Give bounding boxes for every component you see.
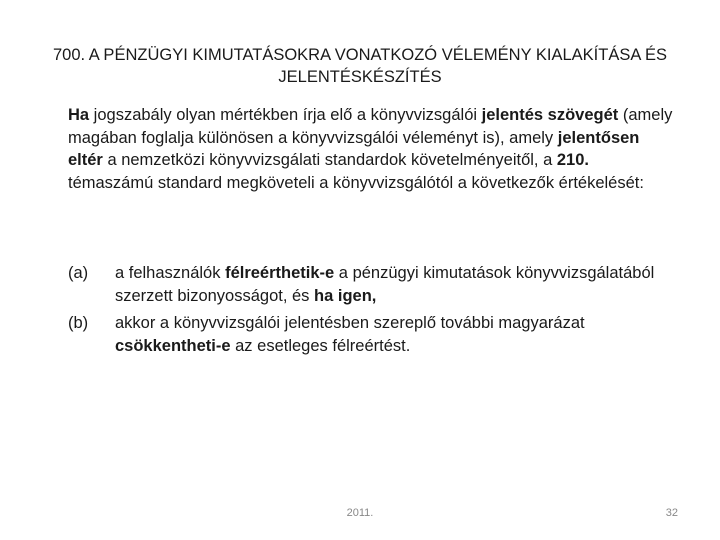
emphasis-text: jelentés szövegét [481, 106, 619, 124]
page-number: 32 [665, 507, 678, 519]
list-item-text [115, 314, 585, 355]
text-run: a pénzügyi kimutatások könyvvizsgálatából szerzett bizonyosságot, és [115, 264, 655, 305]
list-marker: (b) [68, 314, 89, 332]
emphasis-text: ha igen, [314, 286, 377, 305]
text-run: jogszabály olyan mértékben írja elő a könyvvizsgálói [89, 106, 482, 124]
emphasis-text: Ha [68, 106, 90, 124]
list-item [68, 262, 678, 307]
text-run: (amely magában foglalja különösen a könyvvizsgálói véleményt is), amely [68, 106, 673, 147]
emphasis-text: csökkentheti-e [115, 336, 231, 355]
text-run: akkor a könyvvizsgálói jelentésben szereplő további magyarázat [115, 314, 585, 332]
footer-year: 2011. [346, 507, 374, 519]
list-item [68, 312, 678, 357]
body-paragraph [68, 104, 678, 194]
slide-title: 700. A PÉNZÜGYI KIMUTATÁSOKRA VONATKOZÓ VÉLEMÉNY KIALAKÍTÁSA ÉS JELENTÉSKÉSZÍTÉS [52, 46, 668, 86]
list-marker: (a) [68, 264, 89, 282]
text-run: a felhasználók [115, 264, 226, 282]
text-run: témaszámú standard megköveteli a könyvvizsgálótól a következők értékelését: [68, 173, 644, 192]
text-run: az esetleges félreértést. [230, 336, 411, 355]
text-run: a nemzetközi könyvvizsgálati standardok követelményeitől, a [102, 151, 557, 169]
list-item-text [115, 264, 654, 305]
emphasis-text: jelentősen eltér [68, 128, 640, 169]
emphasis-text: 210. [556, 151, 589, 169]
criteria-list [68, 262, 678, 362]
emphasis-text: félreérthetik-e [225, 264, 335, 282]
